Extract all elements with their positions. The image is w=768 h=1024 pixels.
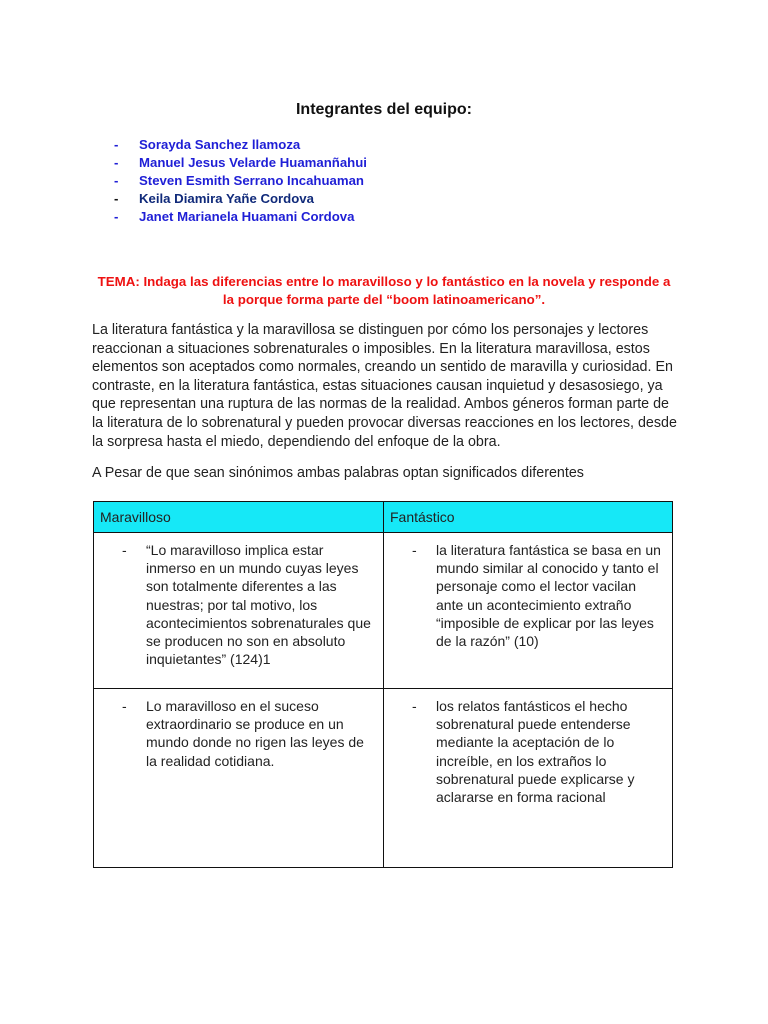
list-bullet: - — [114, 155, 119, 170]
member-item — [114, 136, 367, 154]
member-item — [114, 190, 367, 208]
member-name: Sorayda Sanchez llamoza — [139, 137, 301, 152]
member-name: Steven Esmith Serrano Incahuaman — [139, 173, 364, 188]
member-name: Janet Marianela Huamani Cordova — [139, 209, 355, 224]
column-header-fantastico: Fantástico — [384, 502, 673, 533]
list-bullet: - — [114, 173, 119, 188]
cell-text: la literatura fantástica se basa en un mundo similar al conocido y tanto el personaje como el lector vacilan ante un acontecimiento extraño “imposible de explicar por las leyes de la razón” (10) — [436, 542, 661, 650]
comparison-note: A Pesar de que sean sinónimos ambas palabras optan significados diferentes — [92, 465, 584, 481]
list-bullet: - — [114, 209, 119, 224]
table-row — [94, 689, 673, 868]
table-cell — [94, 533, 384, 689]
member-name: Keila Diamira Yañe Cordova — [139, 191, 314, 206]
table-header-row — [94, 502, 673, 533]
list-bullet: - — [412, 698, 417, 714]
body-paragraph: La literatura fantástica y la maravillosa se distinguen por cómo los personajes y lectores reaccionan a situaciones sobrenaturales o imposibles. En la literatura maravillosa, estos elementos son aceptados como normales, creando un sentido de maravilla y curiosidad. En contraste, en la literatura fantástica, estas situaciones causan inquietud y desasosiego, ya que representan una ruptura de las normas de la realidad. Ambos géneros forman parte de la literatura de lo sobrenatural y pueden provocar diversas reacciones en los lectores, desde la sorpresa hasta el miedo, dependiendo del enfoque de la obra. — [92, 322, 677, 450]
member-item — [114, 208, 367, 226]
list-bullet: - — [114, 137, 119, 152]
list-bullet: - — [122, 698, 127, 714]
member-item — [114, 172, 367, 190]
member-name: Manuel Jesus Velarde Huamanñahui — [139, 155, 367, 170]
column-header-maravilloso: Maravilloso — [94, 502, 384, 533]
comparison-table — [93, 501, 673, 868]
team-member-list — [114, 136, 367, 226]
cell-text: los relatos fantásticos el hecho sobrenatural puede entenderse mediante la aceptación de lo increíble, en los extraños lo sobrenatural puede explicarse y aclararse en forma racional — [436, 698, 635, 806]
table-cell — [384, 533, 673, 689]
member-item — [114, 154, 367, 172]
list-bullet: - — [122, 542, 127, 558]
table-cell — [384, 689, 673, 868]
topic-statement: TEMA: Indaga las diferencias entre lo maravilloso y lo fantástico en la novela y responde a la porque forma parte del “boom latinoamericano”. — [97, 274, 671, 307]
cell-text: Lo maravilloso en el suceso extraordinario se produce en un mundo donde no rigen las leyes de la realidad cotidiana. — [146, 698, 364, 769]
list-bullet: - — [114, 191, 119, 206]
team-heading: Integrantes del equipo: — [295, 101, 472, 118]
list-bullet: - — [412, 542, 417, 558]
table-row — [94, 533, 673, 689]
cell-text: “Lo maravilloso implica estar inmerso en un mundo cuyas leyes son totalmente diferentes a las nuestras; por tal motivo, los acontecimientos sobrenaturales que se producen no son en absoluto inquietantes” (124)1 — [146, 542, 371, 668]
table-cell — [94, 689, 384, 868]
